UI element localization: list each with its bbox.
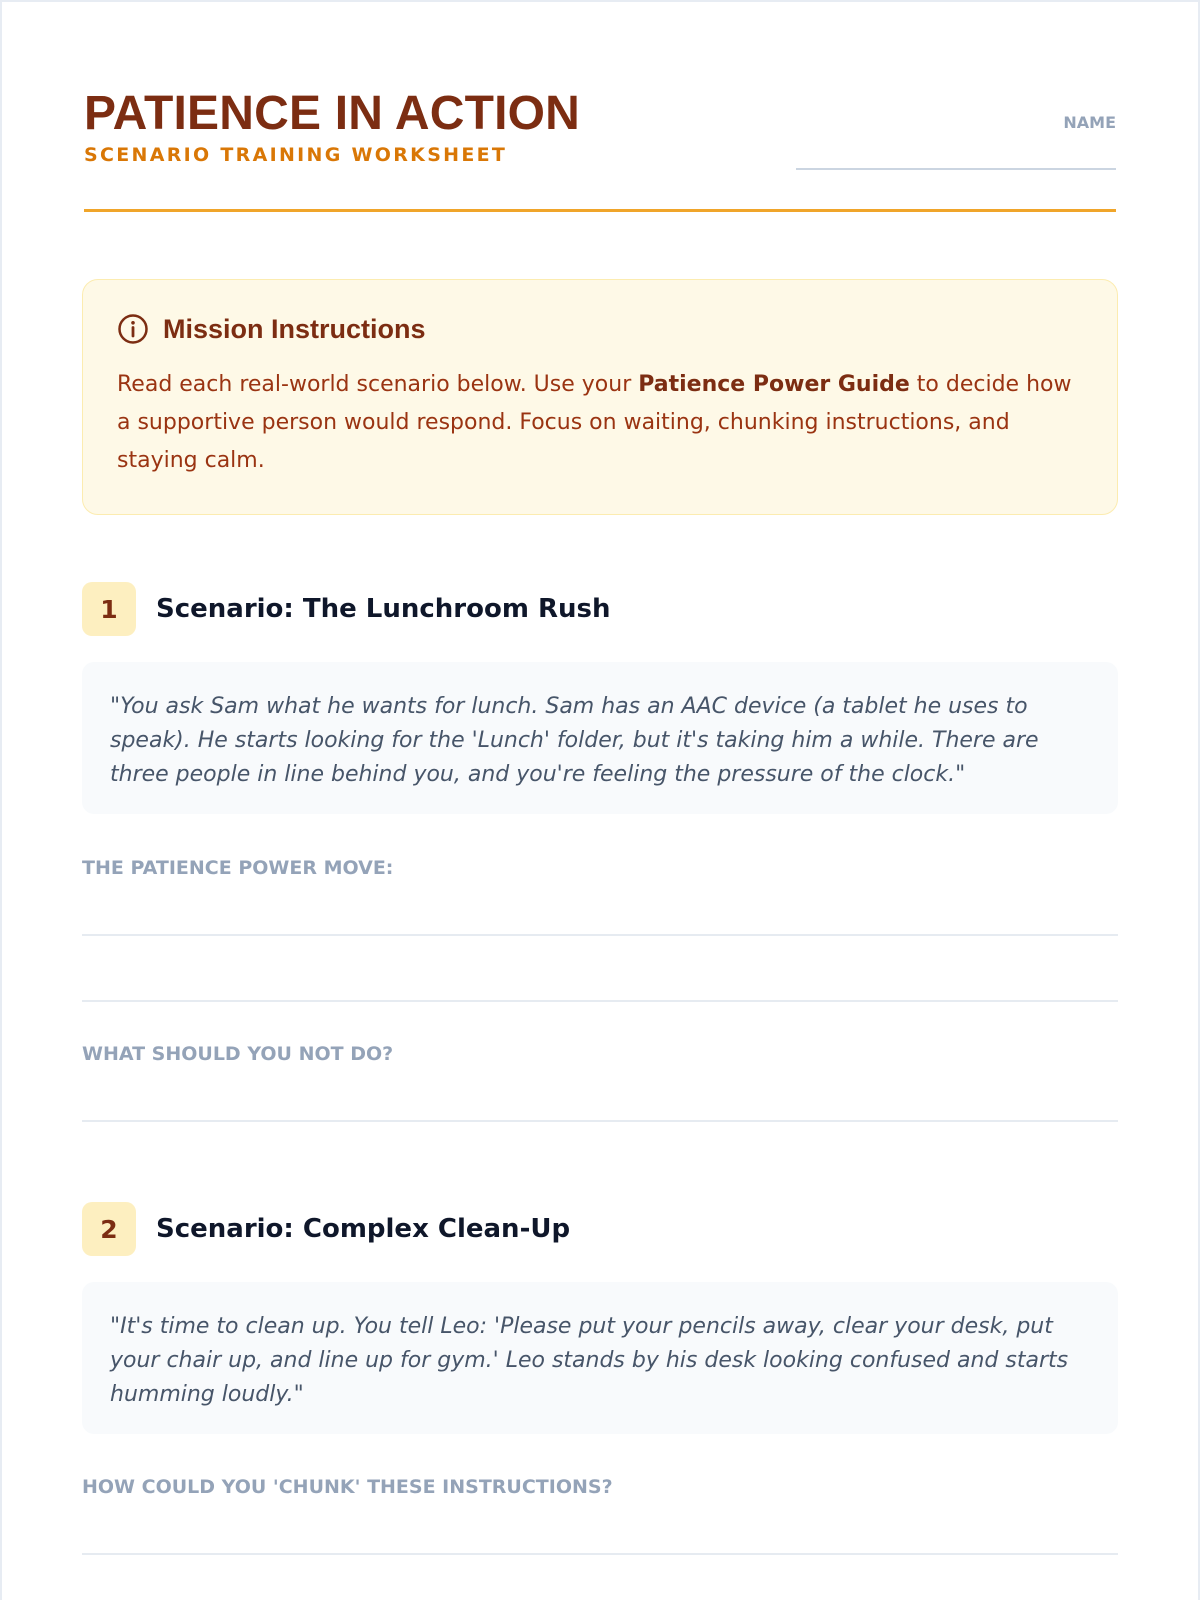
mission-text xyxy=(117,366,1083,480)
scenario-number-badge: 2 xyxy=(82,1202,136,1256)
page-title: PATIENCE IN ACTION xyxy=(84,87,581,140)
name-field[interactable] xyxy=(796,168,1116,170)
answer-line[interactable] xyxy=(82,1120,1118,1122)
scenario-title: Scenario: Complex Clean-Up xyxy=(156,1214,571,1244)
name-label: NAME xyxy=(1063,113,1116,132)
patience-power-guide: Patience Power Guide xyxy=(638,372,910,397)
answer-line[interactable] xyxy=(82,1000,1118,1002)
question-label: WHAT SHOULD YOU NOT DO? xyxy=(82,1043,394,1065)
question-label: THE PATIENCE POWER MOVE: xyxy=(82,857,394,879)
scenario-number-badge: 1 xyxy=(82,582,136,636)
mission-instructions-box xyxy=(82,279,1118,515)
mission-text-start: Read each real-world scenario below. Use your xyxy=(117,372,639,397)
answer-line[interactable] xyxy=(82,1553,1118,1555)
scenario-1-quote: "You ask Sam what he wants for lunch. Sam has an AAC device (a tablet he uses to speak). He starts looking for the 'Lunch' folder, but it's taking him a while. There are three people in line behind you, and you're feeling the pressure of the clock." xyxy=(82,662,1118,814)
scenario-2-header xyxy=(82,1202,570,1256)
scenario-title: Scenario: The Lunchroom Rush xyxy=(156,594,611,624)
answer-line[interactable] xyxy=(82,934,1118,936)
scenario-1-header xyxy=(82,582,611,636)
info-icon xyxy=(117,313,149,345)
worksheet-header xyxy=(84,2,1116,212)
mission-title: Mission Instructions xyxy=(163,313,426,344)
mission-text-end: to decide how a supportive person would respond. Focus on waiting, chunking instructions, and staying calm. xyxy=(117,372,1072,473)
mission-header xyxy=(117,314,1083,344)
question-label: HOW COULD YOU 'CHUNK' THESE INSTRUCTIONS? xyxy=(82,1476,613,1498)
scenario-2-quote: "It's time to clean up. You tell Leo: 'Please put your pencils away, clear your desk, put your chair up, and line up for gym.' Leo stands by his desk looking confused and starts humming loudly." xyxy=(82,1282,1118,1434)
page-subtitle: SCENARIO TRAINING WORKSHEET xyxy=(84,144,508,166)
